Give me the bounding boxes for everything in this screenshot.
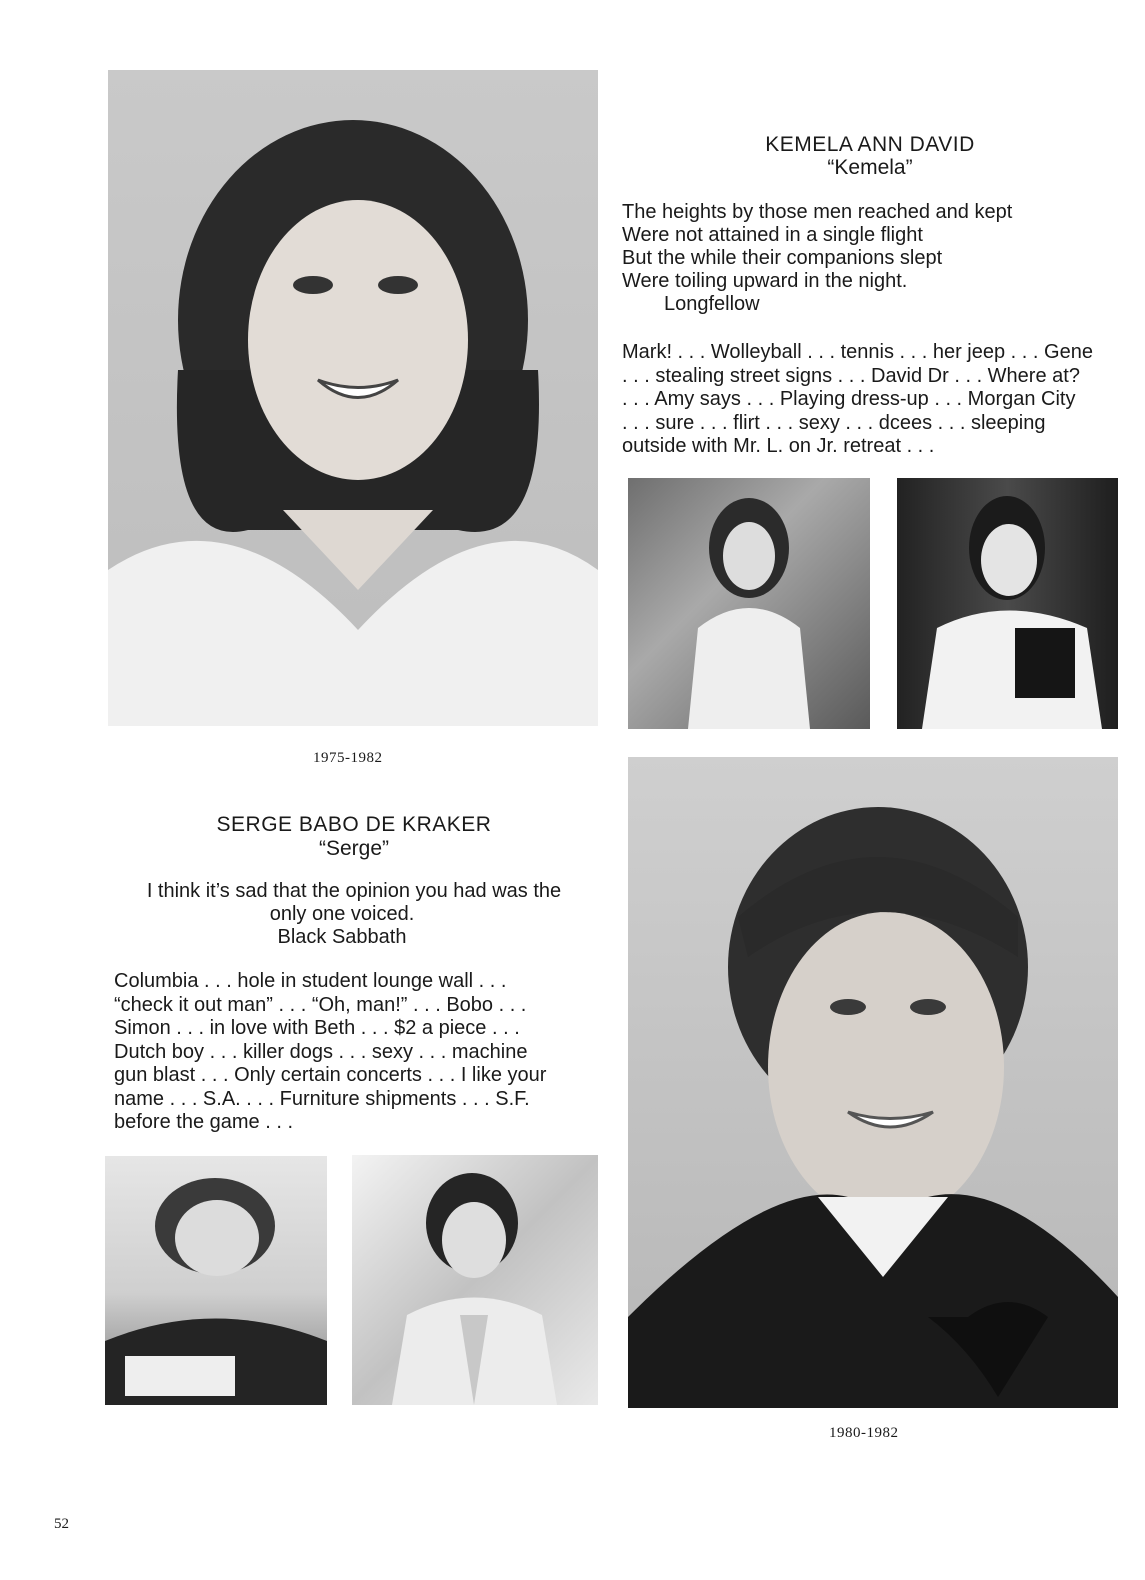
kemela-memories [622, 341, 1093, 459]
serge-candid-photo-suit [352, 1155, 598, 1405]
kemela-years: 1975-1982 [313, 750, 383, 766]
quote-line: The heights by those men reached and kept [622, 201, 1013, 223]
kemela-nickname: “Kemela” [827, 156, 913, 179]
quote-line: Were toiling upward in the night. [622, 270, 908, 292]
memory-line: . . . Amy says . . . Playing dress-up . . . Morgan City [622, 388, 1076, 410]
memory-line: outside with Mr. L. on Jr. retreat . . . [622, 435, 935, 457]
quote-line: only one voiced. [269, 903, 415, 925]
quote-line: Were not attained in a single flight [622, 224, 923, 246]
serge-years: 1980-1982 [829, 1425, 899, 1441]
serge-memories [114, 970, 546, 1135]
kemela-senior-portrait [108, 70, 598, 726]
memory-line: Simon . . . in love with Beth . . . $2 a piece . . . [114, 1017, 520, 1039]
serge-candid-photo-lying [105, 1156, 327, 1405]
serge-senior-portrait [628, 757, 1118, 1408]
memory-line: Columbia . . . hole in student lounge wall . . . [114, 970, 507, 992]
serge-full-name: SERGE BABO DE KRAKER [216, 813, 492, 836]
page-number: 52 [54, 1516, 69, 1532]
kemela-full-name: KEMELA ANN DAVID [765, 133, 975, 156]
quote-author: Longfellow [664, 293, 760, 315]
memory-line: gun blast . . . Only certain concerts . . . I like your [114, 1064, 547, 1086]
quote-line: I think it’s sad that the opinion you had was the [146, 880, 562, 902]
memory-line: name . . . S.A. . . . Furniture shipments . . . S.F. [114, 1087, 530, 1110]
quote-author: Black Sabbath [277, 926, 407, 948]
kemela-candid-photo-garden [628, 478, 870, 729]
kemela-candid-photo-book [897, 478, 1118, 729]
memory-line: . . . sure . . . flirt . . . sexy . . . dcees . . . sleeping [622, 411, 1046, 434]
serge-nickname: “Serge” [318, 837, 390, 860]
quote-line: But the while their companions slept [622, 247, 943, 269]
memory-line: before the game . . . [114, 1111, 293, 1133]
kemela-quote [622, 201, 1012, 316]
memory-line: Dutch boy . . . killer dogs . . . sexy . . . machine [114, 1040, 528, 1063]
memory-line: . . . stealing street signs . . . David Dr . . . Where at? [622, 364, 1080, 387]
memory-line: “check it out man” . . . “Oh, man!” . . . Bobo . . . [114, 993, 527, 1016]
serge-quote [108, 880, 600, 949]
memory-line: Mark! . . . Wolleyball . . . tennis . . . her jeep . . . Gene [622, 341, 1093, 363]
